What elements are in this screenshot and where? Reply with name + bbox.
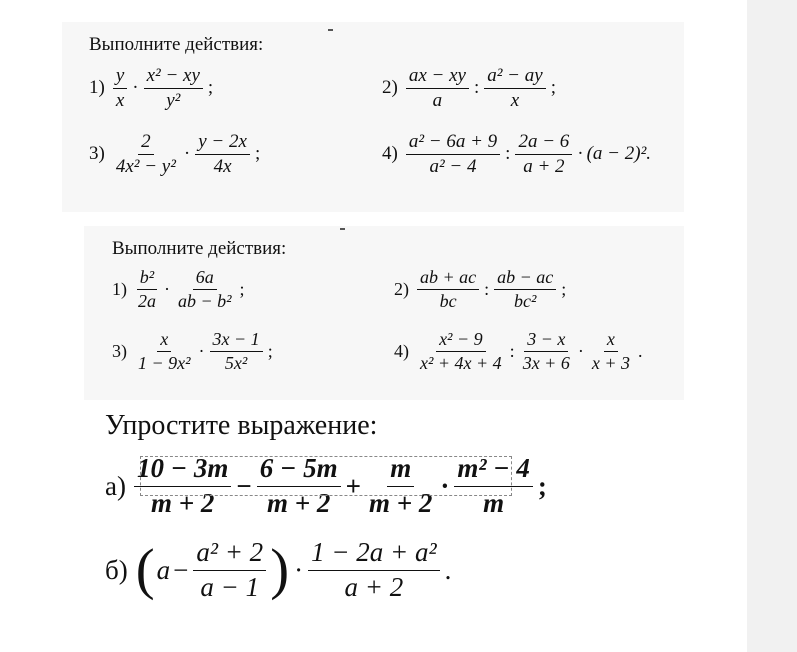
- block2-heading: Выполните действия:: [112, 238, 287, 259]
- operator: ·: [132, 77, 139, 99]
- squared-factor: (a − 2)².: [586, 143, 652, 165]
- operator: −: [173, 554, 189, 585]
- fraction: $\frac{\text{a² − 6a + 9}}{\text{a² − 4}}$: [406, 130, 500, 179]
- problem-number: 2): [382, 77, 398, 99]
- fraction: $\frac{2}{\text{4x² − y²}}$: [115, 131, 176, 177]
- terminator: ;: [239, 278, 245, 299]
- fraction: $\frac{ab + ac}{bc}$: [417, 266, 479, 312]
- block2-problem-2: [394, 266, 569, 312]
- terminator: ;: [254, 143, 261, 165]
- block1-problem-3: [89, 130, 263, 179]
- problem-number: 3): [112, 340, 127, 361]
- left-paren: (: [135, 537, 155, 601]
- problem-number: 3): [89, 143, 105, 165]
- fraction: $\frac{\text{b²}}{2a}$: [138, 267, 156, 311]
- fraction: $\frac{y - 2x}{4x}$: [195, 130, 250, 179]
- problem-number: а): [105, 470, 126, 501]
- problem-number: 4): [382, 143, 398, 165]
- scan-mark: [328, 29, 333, 31]
- block2-problem-4: [394, 328, 645, 374]
- fraction: $\frac{6a}{\text{ab − b²}}$: [178, 267, 232, 311]
- operator: :: [505, 143, 511, 165]
- exercise-block-3: [84, 400, 684, 632]
- right-paren: ): [270, 537, 290, 601]
- terminator: ;: [550, 77, 556, 99]
- fraction: $\frac{10 - 3m}{m + 2}$: [134, 452, 231, 521]
- operator: ·: [577, 340, 584, 361]
- exercise-block-1: [62, 22, 684, 212]
- fraction: $\frac{\text{x² − xy}}{\text{y²}}$: [144, 64, 203, 113]
- operator: ·: [164, 278, 170, 299]
- problem-number: 2): [394, 278, 409, 299]
- variable: a: [156, 554, 171, 585]
- terminator: .: [444, 554, 452, 585]
- fraction: $\frac{6 - 5m}{m + 2}$: [257, 452, 341, 521]
- fraction: $\frac{3 - x}{3x + 6}$: [522, 329, 570, 373]
- fraction: $\frac{\text{x² − 9}}{\text{x² + 4x + 4}}$: [420, 329, 502, 373]
- problem-number: 4): [394, 340, 409, 361]
- fraction: $\frac{\text{a² − ay}}{x}$: [484, 64, 545, 113]
- operator: ·: [577, 143, 584, 165]
- fraction: $\frac{2a - 6}{a + 2}$: [515, 130, 572, 179]
- fraction: $\frac{ab - ac}{\text{bc²}}$: [494, 266, 556, 312]
- problem-number: б): [105, 554, 128, 585]
- terminator: .: [637, 340, 643, 361]
- block2-problem-1: [112, 266, 248, 312]
- operator: :: [484, 278, 490, 299]
- terminator: ;: [267, 340, 273, 361]
- block3-problem-b: [105, 536, 454, 605]
- fraction: $\frac{\text{1 − 2a + a²}}{a + 2}$: [308, 536, 440, 605]
- fraction: $\frac{3x - 1}{\text{5x²}}$: [210, 328, 263, 374]
- operator: ·: [440, 470, 450, 501]
- operator: ·: [183, 143, 191, 165]
- terminator: ;: [207, 77, 214, 99]
- block1-problem-1: [89, 64, 216, 113]
- fraction: $\frac{\text{m² − 4}}{m}$: [454, 452, 532, 521]
- problem-number: 1): [112, 278, 127, 299]
- exercise-block-2: [84, 226, 684, 400]
- problem-number: 1): [89, 77, 105, 99]
- operator: ·: [198, 340, 205, 361]
- fraction: $\frac{x}{x + 3}$: [591, 329, 630, 373]
- fraction: $\frac{x}{\text{1 − 9x²}}$: [138, 329, 191, 373]
- terminator: ;: [561, 278, 567, 299]
- block1-problem-4: [382, 130, 651, 179]
- operator: ·: [294, 554, 304, 585]
- page-scrollbar-track[interactable]: [747, 0, 797, 652]
- operator: :: [473, 77, 480, 99]
- operator: +: [345, 470, 362, 501]
- fraction: $\frac{ax - xy}{a}$: [406, 64, 469, 113]
- block1-heading: Выполните действия:: [89, 34, 264, 55]
- block1-problem-2: [382, 64, 559, 113]
- scan-mark: [340, 228, 345, 230]
- fraction: $\frac{\text{a² + 2}}{a - 1}$: [193, 536, 266, 605]
- operator: −: [236, 470, 252, 501]
- fraction: $\frac{m}{m + 2}$: [369, 453, 433, 518]
- block3-heading: Упростите выражение:: [105, 410, 378, 441]
- selection-box: [140, 456, 512, 496]
- terminator: ;: [537, 470, 547, 501]
- block2-problem-3: [112, 328, 276, 374]
- operator: :: [509, 340, 515, 361]
- fraction: $\frac{y}{x}$: [113, 64, 127, 113]
